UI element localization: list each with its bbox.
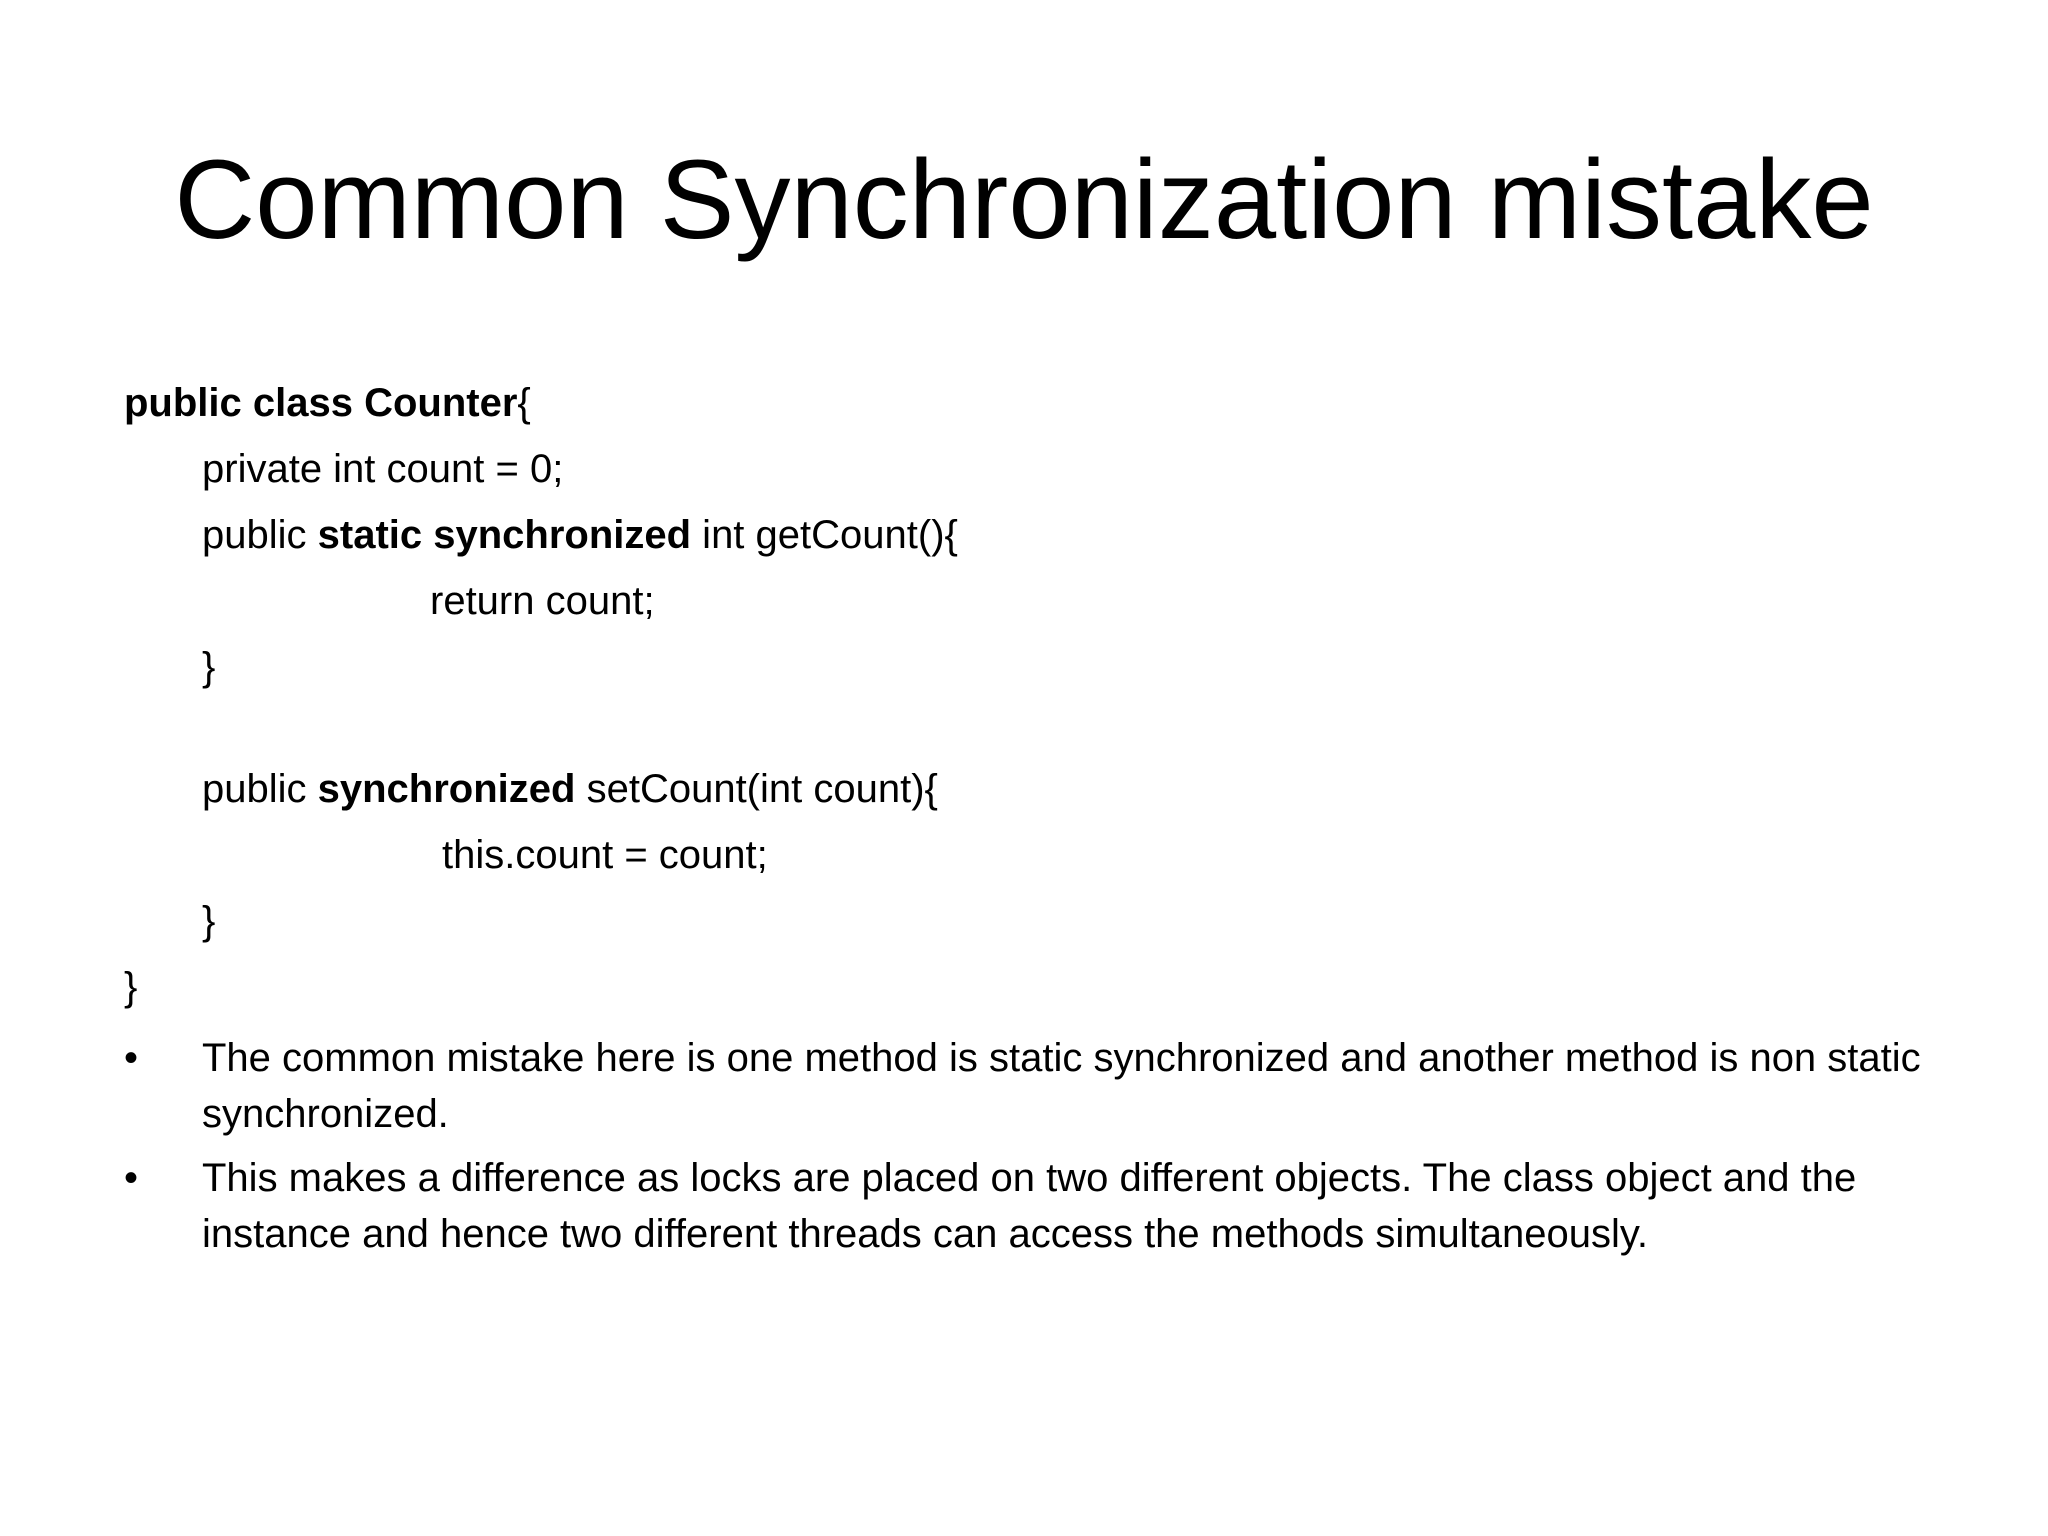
code-line-field: private int count = 0; [202, 447, 564, 491]
bullet-text: This makes a difference as locks are placed on two different objects. The class object and the instance and hence two different threads can access the methods simultaneously. [202, 1156, 1857, 1256]
bullet-text: The common mistake here is one method is static synchronized and another method is non static synchronized. [202, 1036, 1921, 1136]
code-text: public [202, 767, 318, 811]
code-line-close-setcount: } [202, 899, 216, 943]
code-line-return: return count; [430, 579, 655, 623]
code-keyword: public class Counter [124, 381, 518, 425]
code-keyword: synchronized [317, 767, 576, 811]
code-line-close-getcount: } [202, 645, 216, 689]
code-text: { [517, 381, 531, 425]
bullet-marker: • [124, 1036, 139, 1080]
code-line-getcount-signature [202, 510, 958, 560]
code-line-close-class: } [124, 965, 138, 1009]
bullet-marker: • [124, 1156, 139, 1200]
code-line-class-declaration [124, 378, 531, 428]
slide-title: Common Synchronization mistake [174, 137, 1874, 262]
code-text: setCount(int count){ [575, 767, 938, 811]
code-text: int getCount(){ [691, 513, 958, 557]
code-line-setcount-signature [202, 764, 938, 814]
code-text: public [202, 513, 318, 557]
code-line-assignment: this.count = count; [442, 833, 768, 877]
code-keyword: static synchronized [317, 513, 692, 557]
